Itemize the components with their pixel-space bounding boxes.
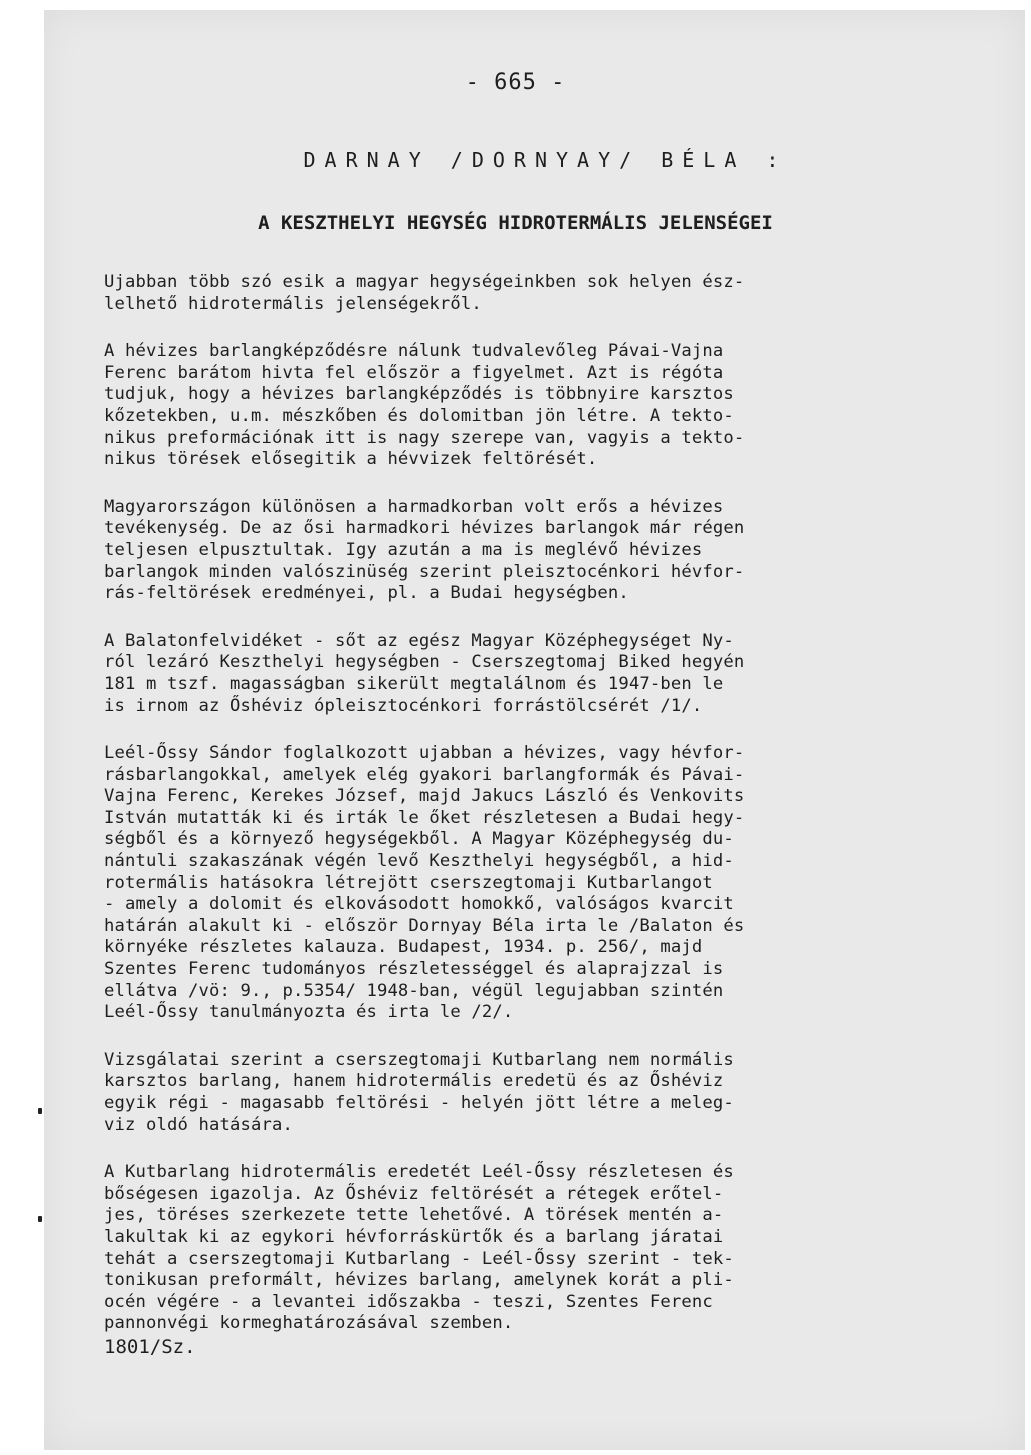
document-reference-code: 1801/Sz. bbox=[104, 1336, 196, 1358]
margin-mark bbox=[38, 1216, 42, 1222]
article-title: A KESZTHELYI HEGYSÉG HIDROTERMÁLIS JELENSÉGEI bbox=[258, 212, 773, 234]
paragraph: Ujabban több szó esik a magyar hegységeinkben sok helyen ész- lelhető hidrotermális jelenségekről. bbox=[104, 272, 745, 314]
author-line: DARNAY /DORNYAY/ BÉLA : bbox=[303, 148, 788, 172]
page-number: - 665 - bbox=[465, 70, 566, 95]
paragraph: A hévizes barlangképződésre nálunk tudvalevőleg Pávai-Vajna Ferenc barátom hivta fel először a figyelmet. Azt is régóta tudjuk, hogy a hévizes barlangképződés is többnyire karsztos kőzetekben, u.m. mészkőben és dolomitban jön létre. A tekto- nikus preformációnak itt is nagy szerepe van, vagyis a tekto- nikus törések elősegitik a hévvizek feltörését. bbox=[104, 341, 745, 470]
paragraph: A Balatonfelvidéket - sőt az egész Magyar Középhegységet Ny- ról lezáró Keszthelyi hegységben - Cserszegtomaj Biked hegyén 181 m tszf. magasságban sikerült megtalálnom és 1947-ben le is irnom az Őshéviz ópleisztocénkori forrástölcsérét /1/. bbox=[104, 630, 745, 716]
paragraph: Magyarországon különösen a harmadkorban volt erős a hévizes tevékenység. De az ősi harmadkori hévizes barlangok már régen teljesen elpusztultak. Igy azután a ma is meglévő hévizes barlangok minden valószinüség szerint pleisztocénkori hévfor- rás-feltörések eredményei, pl. a Budai hegységben. bbox=[104, 496, 745, 604]
margin-mark bbox=[38, 1108, 42, 1114]
paragraph: A Kutbarlang hidrotermális eredetét Leél-Őssy részletesen és bőségesen igazolja. Az Őshéviz feltörését a rétegek erőtel- jes, töréses szerkezete tette lehetővé. A törések mentén a- lakultak ki az egykori hévforráskürtők és a barlang járatai tehát a cserszegtomaji Kutbarlang - Leél-Őssy szerint - tek- tonikusan preformált, hévizes barlang, amelynek korát a pli- océn végére - a levantei időszakba - teszi, Szentes Ferenc pannonvégi kormeghatározásával szemben. bbox=[104, 1162, 734, 1334]
paragraph: Vizsgálatai szerint a cserszegtomaji Kutbarlang nem normális karsztos barlang, hanem hidrotermális eredetü és az Őshéviz egyik régi - magasabb feltörési - helyén jött létre a meleg- viz oldó hatására. bbox=[104, 1049, 734, 1135]
article-body bbox=[104, 272, 924, 1361]
paragraph: Leél-Őssy Sándor foglalkozott ujabban a hévizes, vagy hévfor- rásbarlangokkal, amelyek elég gyakori barlangformák és Pávai- Vajna Ferenc, Kerekes József, majd Jakucs László és Venkovits István mutatták ki és irták le őket részletesen a Budai hegy- ségből és a környező hegységekből. A Magyar Középhegység du- nántuli szakaszának végén levő Keszthelyi hegységből, a hid- rotermális hatásokra létrejött cserszegtomaji Kutbarlangot - amely a dolomit és elkovásodott homokkő, valóságos kvarcit határán alakult ki - először Dornyay Béla irta le /Balaton és környéke részletes kalauza. Budapest, 1934. p. 256/, majd Szentes Ferenc tudományos részletességgel és alaprajzzal is ellátva /vö: 9., p.5354/ 1948-ban, végül legujabban szintén Leél-Őssy tanulmányozta és irta le /2/. bbox=[104, 743, 745, 1023]
